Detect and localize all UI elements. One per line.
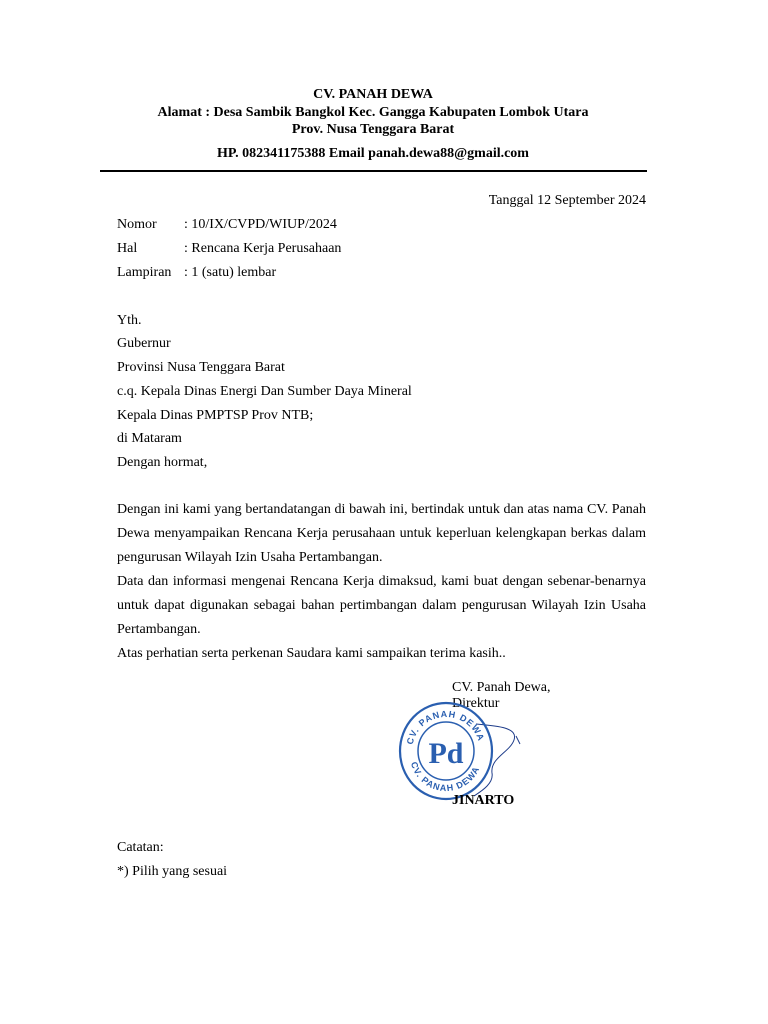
company-stamp [396,700,496,802]
body-paragraph: Atas perhatian serta perkenan Saudara kami sampaikan terima kasih.. [117,646,506,661]
recipient-line: Gubernur [117,336,171,351]
notes-item: *) Pilih yang sesuai [117,864,228,879]
stamp-monogram: Pd [428,737,464,770]
stamp-ring-text-top: CV. PANAH DEWA [404,708,487,746]
stamp-ring-text-bottom: CV. PANAH DEWA [408,760,482,794]
meta-label-lampiran: Lampiran [117,265,172,280]
recipient-line: Yth. [117,313,142,328]
company-contact: HP. 082341175388 Email panah.dewa88@gmail.com [217,146,529,161]
company-address: Alamat : Desa Sambik Bangkol Kec. Gangga Kabupaten Lombok Utara [157,105,589,120]
body-paragraph: Data dan informasi mengenai Rencana Kerja dimaksud, kami buat dengan sebenar-benarnya untuk dapat digunakan sebagai bahan pertimbangan dalam pengurusan Wilayah Izin Usaha Pertambangan. [117,574,646,637]
company-name: CV. PANAH DEWA [313,87,433,102]
meta-label-hal: Hal [117,241,138,256]
recipient-line: di Mataram [117,431,182,446]
notes-label: Catatan: [117,840,164,855]
signatory-name: JINARTO [452,793,515,808]
company-province: Prov. Nusa Tenggara Barat [291,122,455,137]
body-paragraph: Dengan ini kami yang bertandatangan di bawah ini, bertindak untuk dan atas nama CV. Panah Dewa menyampaikan Rencana Kerja perusahaan untuk keperluan kelengkapan berkas dalam pengurusan Wilayah Izin Usaha Pertambangan. [117,502,646,565]
recipient-line: c.q. Kepala Dinas Energi Dan Sumber Daya Mineral [117,384,412,399]
meta-value-hal: : Rencana Kerja Perusahaan [184,241,342,256]
meta-value-nomor: : 10/IX/CVPD/WIUP/2024 [184,217,337,232]
recipient-line: Provinsi Nusa Tenggara Barat [117,360,285,375]
letter-date: Tanggal 12 September 2024 [488,193,646,208]
signature-title: Direktur [452,696,500,711]
meta-label-nomor: Nomor [117,217,157,232]
recipient-line: Kepala Dinas PMPTSP Prov NTB; [117,408,314,423]
greeting: Dengan hormat, [117,455,208,470]
signature-company: CV. Panah Dewa, [452,680,551,695]
meta-value-lampiran: : 1 (satu) lembar [184,265,277,280]
letterhead-divider [100,170,647,172]
